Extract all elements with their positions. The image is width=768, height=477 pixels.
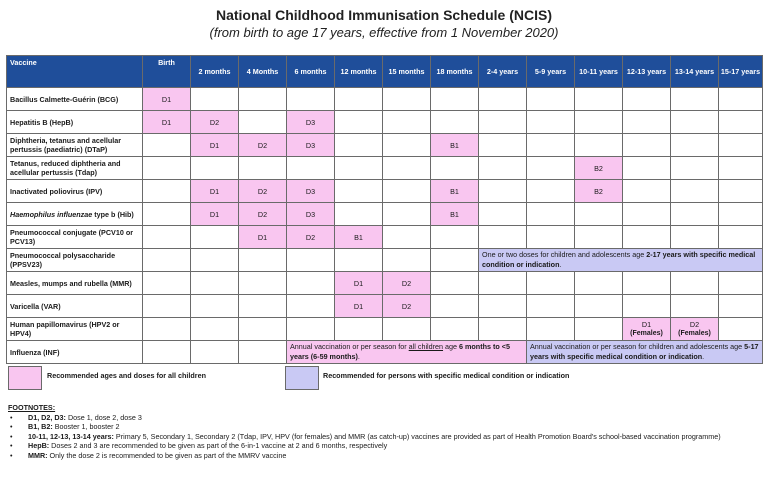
dose-cell: D1 bbox=[143, 88, 191, 111]
footnotes-heading: FOOTNOTES: bbox=[8, 403, 56, 412]
table-row bbox=[7, 249, 763, 272]
header-age: Birth bbox=[143, 56, 191, 88]
schedule-table bbox=[6, 55, 763, 364]
dose-cell: B1 bbox=[431, 134, 479, 157]
dose-cell: B2 bbox=[575, 157, 623, 180]
vaccine-name: Diphtheria, tetanus and acellular pertussis (paediatric) (DTaP) bbox=[7, 134, 143, 157]
table-row bbox=[7, 134, 763, 157]
header-age: 12-13 years bbox=[623, 56, 671, 88]
vaccine-name: Measles, mumps and rubella (MMR) bbox=[7, 272, 143, 295]
dose-cell: D2 bbox=[383, 272, 431, 295]
ppsv-note: One or two doses for children and adolescents age 2-17 years with specific medical condition or indication. bbox=[479, 249, 763, 272]
header-age: 2-4 years bbox=[479, 56, 527, 88]
females-label: (Females) bbox=[630, 330, 663, 337]
header-vaccine: Vaccine bbox=[7, 56, 143, 88]
table-row bbox=[7, 88, 763, 111]
table-row bbox=[7, 111, 763, 134]
footnotes bbox=[8, 403, 760, 461]
dose-cell: D2 (Females) bbox=[671, 318, 719, 341]
dose-cell: D2 bbox=[239, 134, 287, 157]
vaccine-name-italic: Haemophilus influenzae bbox=[10, 209, 93, 219]
dose-cell: B1 bbox=[335, 226, 383, 249]
table-row bbox=[7, 157, 763, 180]
legend-swatch-purple bbox=[285, 366, 319, 390]
page-subtitle: (from birth to age 17 years, effective from 1 November 2020) bbox=[209, 25, 559, 40]
dose-cell: D3 bbox=[287, 203, 335, 226]
dose-cell: D1 bbox=[335, 295, 383, 318]
vaccine-name: Human papillomavirus (HPV2 or HPV4) bbox=[7, 318, 143, 341]
dose-cell: D1 bbox=[239, 226, 287, 249]
vaccine-name: Varicella (VAR) bbox=[7, 295, 143, 318]
dose-cell: D1 bbox=[191, 180, 239, 203]
dose-cell: D1 (Females) bbox=[623, 318, 671, 341]
dose-cell: D3 bbox=[287, 111, 335, 134]
page-title: National Childhood Immunisation Schedule (NCIS) bbox=[215, 7, 552, 23]
dose-cell: D2 bbox=[239, 203, 287, 226]
header-age: 15 months bbox=[383, 56, 431, 88]
header-age: 13-14 years bbox=[671, 56, 719, 88]
dose-cell: B1 bbox=[431, 180, 479, 203]
header-age: 15-17 years bbox=[719, 56, 763, 88]
dose-cell: D2 bbox=[383, 295, 431, 318]
vaccine-name: Bacillus Calmette-Guérin (BCG) bbox=[7, 88, 143, 111]
dose-cell: D2 bbox=[287, 226, 335, 249]
footnote-item: • HepB: Doses 2 and 3 are recommended to be given as part of the 6-in-1 vaccine at 2 and 6 months, respectively bbox=[8, 441, 760, 451]
dose-cell: D1 bbox=[191, 134, 239, 157]
females-label: (Females) bbox=[678, 330, 711, 337]
dose-cell: D3 bbox=[287, 180, 335, 203]
vaccine-name: Influenza (INF) bbox=[7, 341, 143, 364]
legend-label-purple: Recommended for persons with specific medical condition or indication bbox=[323, 371, 570, 380]
influenza-note-all-children: Annual vaccination or per season for all children age 6 months to <5 years (6-59 months). bbox=[287, 341, 527, 364]
influenza-note-medical: Annual vaccination or per season for children and adolescents age 5-17 years with specific medical condition or indication. bbox=[527, 341, 763, 364]
vaccine-name bbox=[7, 203, 143, 226]
dose-cell: D3 bbox=[287, 134, 335, 157]
dose-cell: D2 bbox=[191, 111, 239, 134]
table-row bbox=[7, 180, 763, 203]
footnote-item: • D1, D2, D3: Dose 1, dose 2, dose 3 bbox=[8, 413, 760, 423]
vaccine-name: Pneumococcal conjugate (PCV10 or PCV13) bbox=[7, 226, 143, 249]
header-age: 5-9 years bbox=[527, 56, 575, 88]
table-row bbox=[7, 341, 763, 364]
vaccine-name: Tetanus, reduced diphtheria and acellular pertussis (Tdap) bbox=[7, 157, 143, 180]
legend-label-pink: Recommended ages and doses for all children bbox=[47, 371, 206, 380]
header-age: 4 Months bbox=[239, 56, 287, 88]
header-age: 10-11 years bbox=[575, 56, 623, 88]
footnote-item: • MMR: Only the dose 2 is recommended to be given as part of the MMRV vaccine bbox=[8, 451, 760, 461]
table-row bbox=[7, 203, 763, 226]
vaccine-name: Hepatitis B (HepB) bbox=[7, 111, 143, 134]
dose-cell: D2 bbox=[239, 180, 287, 203]
table-row bbox=[7, 318, 763, 341]
header-age: 12 months bbox=[335, 56, 383, 88]
dose-cell: B1 bbox=[431, 203, 479, 226]
header-age: 6 months bbox=[287, 56, 335, 88]
footnote-item: • 10-11, 12-13, 13-14 years: Primary 5, Secondary 1, Secondary 2 (Tdap, IPV, HPV (for females) and MMR (as catch-up) vaccines are provided as part of Health Promotion Board's school-based vaccination programme) bbox=[8, 432, 760, 442]
dose-cell: B2 bbox=[575, 180, 623, 203]
footnote-item: • B1, B2: Booster 1, booster 2 bbox=[8, 422, 760, 432]
legend-swatch-pink bbox=[8, 366, 42, 390]
table-row bbox=[7, 226, 763, 249]
table-row bbox=[7, 295, 763, 318]
header-age: 18 months bbox=[431, 56, 479, 88]
dose-cell: D1 bbox=[143, 111, 191, 134]
header-age: 2 months bbox=[191, 56, 239, 88]
table-row bbox=[7, 272, 763, 295]
dose-cell: D1 bbox=[335, 272, 383, 295]
vaccine-name: Pneumococcal polysaccharide (PPSV23) bbox=[7, 249, 143, 272]
vaccine-name-rest: type b (Hib) bbox=[92, 209, 134, 219]
dose-cell: D1 bbox=[191, 203, 239, 226]
vaccine-name: Inactivated poliovirus (IPV) bbox=[7, 180, 143, 203]
